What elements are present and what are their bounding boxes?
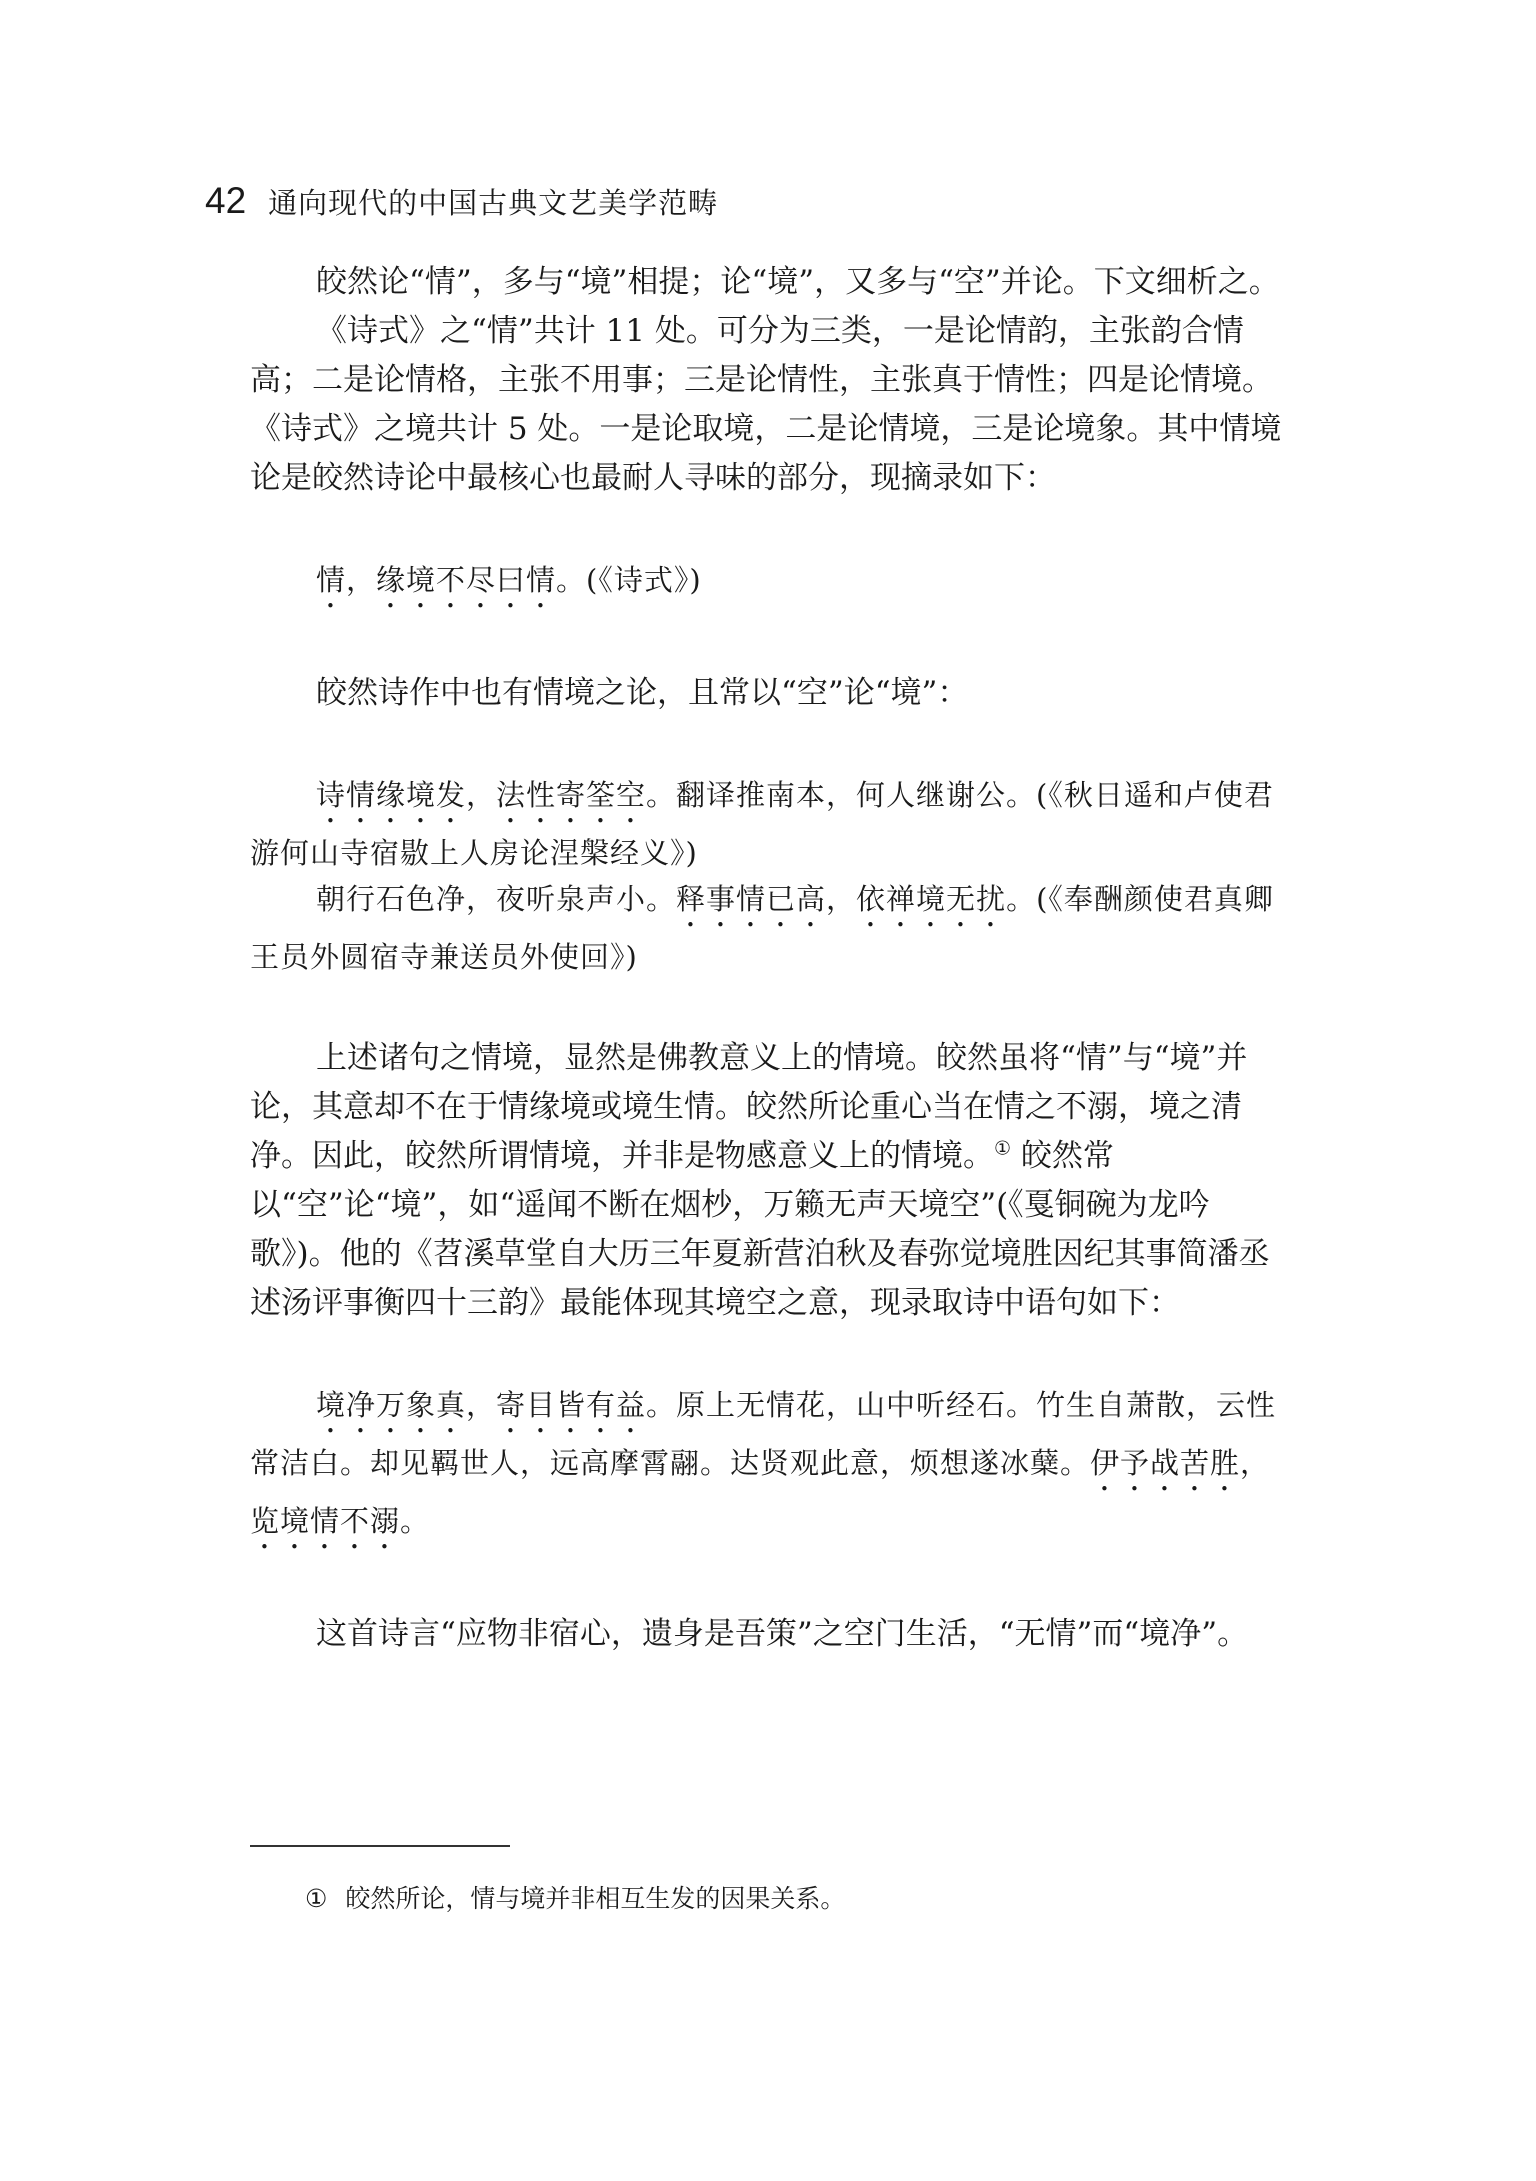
quote-text: ， [346, 563, 377, 597]
paragraph-3: 皎然诗作中也有情境之论，且常以“空”论“境”： [316, 675, 969, 711]
emphasis: 伊予战苦胜 [1090, 1446, 1241, 1480]
footnote-text: 皎然所论，情与境并非相互生发的因果关系。 [345, 1884, 846, 1913]
spacer [250, 615, 1290, 669]
paragraph-4 [250, 1034, 1290, 1328]
quote-4 [250, 1382, 1290, 1556]
emphasis: 览境情不溺 [250, 1504, 401, 1538]
quote-text: 。(《奉酬颜使君真卿王员外圆宿寺兼送员外使回》) [250, 882, 1274, 974]
footnote [305, 1880, 845, 1918]
emphasis: 境净万象真 [316, 1388, 467, 1422]
footnote-ref[interactable]: ① [994, 1137, 1012, 1160]
quote-text: ， [1240, 1446, 1271, 1480]
emphasis: 释事情已高 [676, 882, 827, 916]
quote-text: 朝行石色净，夜听泉声小。 [316, 882, 677, 916]
emphasis: 诗情缘境发，法性寄筌空 [316, 778, 647, 812]
spacer [250, 718, 1290, 772]
footnote-divider [250, 1845, 510, 1847]
quote-text: 。翻译推南本，何人继谢公。(《秋日遥和卢使君游何山寺宿敭上人房论涅槃经义》) [250, 778, 1274, 870]
quote-text: ， [466, 1388, 497, 1422]
quote-1 [250, 557, 1290, 615]
emphasis: 情 [316, 563, 347, 597]
quote-text: 。(《诗式》) [556, 563, 702, 597]
quote-text: 。原上无情花，山中听经石。竹生自萧散，云性常洁白。却见羁世人，远高摩霄翮。达贤观此意，烦想遂冰蘖。 [250, 1388, 1277, 1480]
quote-2 [250, 772, 1290, 876]
emphasis: 寄目皆有益 [496, 1388, 647, 1422]
footnote-mark: ① [305, 1884, 328, 1913]
emphasis: 依禅境无扰 [856, 882, 1007, 916]
page-number: 42 [205, 180, 247, 221]
running-title: 通向现代的中国古典文艺美学范畴 [268, 186, 719, 220]
running-header [205, 180, 718, 222]
quote-text: ， [826, 882, 857, 916]
paragraph-text: 上述诸句之情境，显然是佛教意义上的情境。皎然虽将“情”与“境”并论，其意却不在于情缘境或境生情。皎然所论重心当在情之不溺，境之清净。因此，皎然所谓情境，并非是物感意义上的情境。 [250, 1040, 1248, 1174]
spacer [250, 1556, 1290, 1610]
quote-3 [250, 876, 1290, 980]
paragraph-2: 《诗式》之“情”共计 11 处。可分为三类，一是论情韵，主张韵合情高；二是论情格，主张不用事；三是论情性，主张真于情性；四是论情境。《诗式》之境共计 5 处。一是论取境，二是论情境，三是论境象。其中情境论是皎然诗论中最核心也最耐人寻味的部分，现摘录如下： [250, 313, 1282, 496]
spacer [250, 1328, 1290, 1382]
spacer [250, 980, 1290, 1034]
spacer [250, 503, 1290, 557]
quote-text: 。 [400, 1504, 431, 1538]
paragraph-1: 皎然论“情”，多与“境”相提；论“境”，又多与“空”并论。下文细析之。 [316, 264, 1280, 300]
paragraph-5: 这首诗言“应物非宿心，遗身是吾策”之空门生活，“无情”而“境净”。 [316, 1616, 1249, 1652]
main-text [250, 258, 1290, 1659]
paragraph-text: 皎然常以“空”论“境”，如“遥闻不断在烟杪，万籁无声天境空”(《戛铜碗为龙吟歌》)。他的《苕溪草堂自大历三年夏新营泊秋及春弥觉境胜因纪其事简潘丞述汤评事衡四十三韵》最能体现其境空之意，现录取诗中语句如下： [250, 1138, 1270, 1321]
emphasis: 缘境不尽曰情 [376, 563, 557, 597]
